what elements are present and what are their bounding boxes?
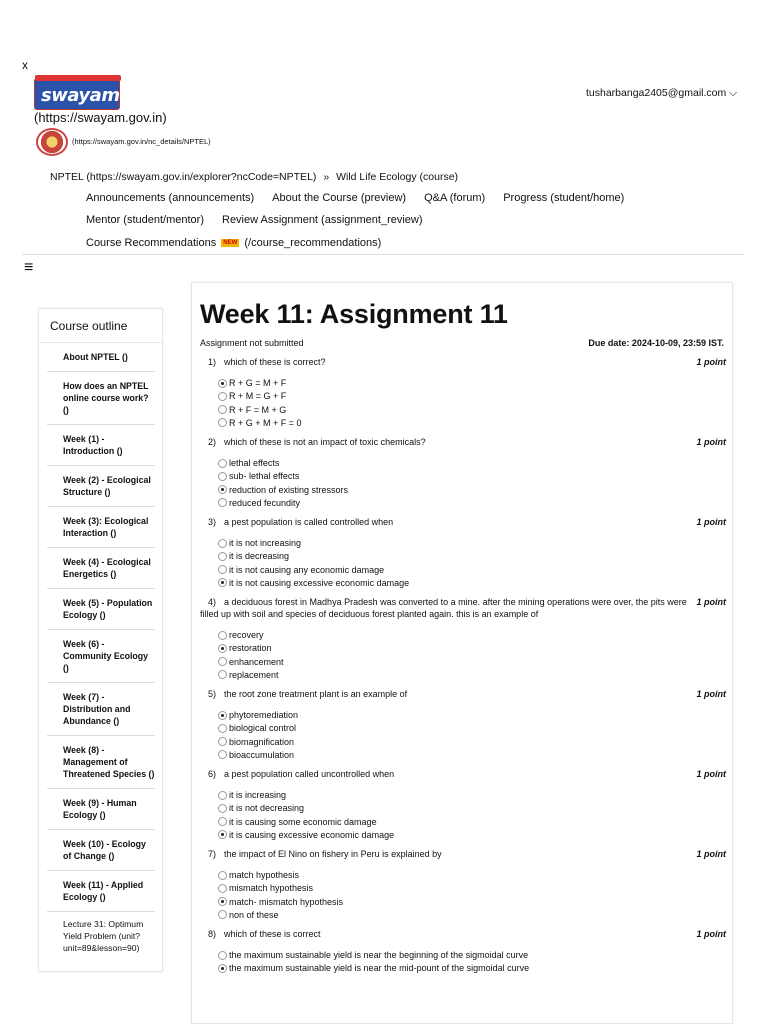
logo-strip	[35, 75, 121, 81]
answer-option-label: lethal effects	[229, 458, 280, 468]
answer-option-label: R + M = G + F	[229, 391, 287, 402]
question	[200, 928, 726, 974]
sidebar-item[interactable]: Week (9) - Human Ecology ()	[47, 789, 155, 830]
answer-option-label: restoration	[229, 643, 272, 654]
answer-option-label: the maximum sustainable yield is near the beginning of the sigmoidal curve	[229, 950, 529, 960]
question-header	[200, 688, 726, 700]
radio-selected-icon[interactable]	[218, 964, 227, 973]
nptel-logo[interactable]	[36, 128, 68, 156]
options-list	[200, 457, 726, 509]
swayam-link[interactable]: (https://swayam.gov.in)	[34, 110, 167, 125]
question-number: 7)	[208, 849, 217, 859]
answer-option-label: it is not increasing	[229, 538, 302, 548]
radio-icon[interactable]	[218, 910, 227, 919]
new-badge: NEW	[223, 240, 238, 247]
answer-option-label: it is not causing excessive economic damage	[229, 577, 410, 588]
answer-option[interactable]	[200, 882, 726, 894]
question-header	[200, 848, 726, 860]
answer-option-label: it is causing excessive economic damage	[229, 829, 395, 840]
question-number: 5)	[208, 689, 217, 699]
sidebar-item[interactable]: About NPTEL ()	[47, 343, 155, 372]
nav-qa[interactable]: Q&A (forum)	[424, 192, 486, 204]
nav-course-recommendations[interactable]	[86, 237, 381, 249]
answer-option[interactable]	[200, 577, 726, 589]
nav-about-course[interactable]: About the Course (preview)	[272, 192, 407, 204]
question-points: 1 point	[696, 517, 726, 527]
page-title: Week 11: Assignment 11	[200, 299, 508, 329]
question-header	[200, 356, 726, 368]
due-date: Due date: 2024-10-09, 23:59 IST.	[588, 338, 724, 348]
question	[200, 768, 726, 841]
options-list	[200, 377, 726, 429]
answer-option-label: biological control	[229, 723, 297, 734]
question-number: 2)	[208, 437, 217, 447]
answer-option-label: biomagnification	[229, 736, 295, 747]
answer-option-label: bioaccumulation	[229, 749, 295, 760]
radio-selected-icon[interactable]	[218, 711, 227, 720]
assignment-panel	[191, 282, 733, 1024]
question-text: which of these is correct?	[224, 357, 326, 367]
answer-option-label: reduced fecundity	[229, 497, 301, 508]
answer-option-label: phytoremediation	[229, 710, 299, 720]
radio-icon[interactable]	[218, 498, 227, 507]
answer-option[interactable]	[200, 656, 726, 668]
answer-option[interactable]	[200, 457, 726, 469]
question-points: 1 point	[696, 689, 726, 699]
sidebar-item[interactable]: Week (1) - Introduction ()	[47, 425, 155, 466]
answer-option[interactable]	[200, 829, 726, 841]
radio-icon[interactable]	[218, 724, 227, 733]
radio-selected-icon[interactable]	[218, 830, 227, 839]
radio-selected-icon[interactable]	[218, 485, 227, 494]
radio-icon[interactable]	[218, 657, 227, 666]
header-divider	[22, 254, 744, 255]
nav-course-recommendations-path: (/course_recommendations)	[244, 237, 382, 249]
options-list	[200, 869, 726, 921]
question-text: which of these is not an impact of toxic chemicals?	[224, 437, 426, 447]
sidebar-item[interactable]: Week (5) - Population Ecology ()	[47, 589, 155, 630]
radio-icon[interactable]	[218, 539, 227, 548]
answer-option[interactable]	[200, 377, 726, 389]
question	[200, 688, 726, 761]
radio-selected-icon[interactable]	[218, 897, 227, 906]
answer-option[interactable]	[200, 816, 726, 828]
question	[200, 516, 726, 589]
answer-option-label: it is increasing	[229, 790, 287, 800]
user-menu[interactable]: tusharbanga2405@gmail.com ⌵	[586, 87, 738, 99]
question	[200, 596, 726, 681]
radio-selected-icon[interactable]	[218, 644, 227, 653]
radio-icon[interactable]	[218, 871, 227, 880]
answer-option[interactable]	[200, 896, 726, 908]
question-text: a deciduous forest in Madhya Pradesh was converted to a mine. after the mining operations were over, the pits were filled up with soil and species of deciduous forest planted again. this is an example of	[200, 597, 687, 619]
question-points: 1 point	[696, 769, 726, 779]
breadcrumb	[50, 171, 462, 183]
answer-option-label: match hypothesis	[229, 870, 300, 880]
answer-option[interactable]	[200, 550, 726, 562]
answer-option[interactable]	[200, 709, 726, 721]
nav-progress[interactable]: Progress (student/home)	[503, 192, 625, 204]
answer-option[interactable]	[200, 789, 726, 801]
radio-selected-icon[interactable]	[218, 578, 227, 587]
radio-icon[interactable]	[218, 552, 227, 561]
answer-option-label: R + G = M + F	[229, 378, 287, 388]
course-outline	[38, 308, 163, 972]
sidebar-item[interactable]: Week (10) - Ecology of Change ()	[47, 830, 155, 871]
answer-option[interactable]	[200, 962, 726, 974]
radio-icon[interactable]	[218, 737, 227, 746]
answer-option-label: it is not decreasing	[229, 803, 305, 814]
question-number: 3)	[208, 517, 217, 527]
question-header	[200, 928, 726, 940]
close-button[interactable]: x	[22, 58, 28, 72]
nav-announcements[interactable]: Announcements (announcements)	[86, 192, 255, 204]
sidebar-item[interactable]: Week (6) - Community Ecology ()	[47, 630, 155, 683]
answer-option-label: the maximum sustainable yield is near the mid-pount of the sigmoidal curve	[229, 963, 530, 974]
submission-status: Assignment not submitted	[200, 338, 304, 348]
nav-mentor[interactable]: Mentor (student/mentor)	[86, 214, 204, 226]
answer-option-label: recovery	[229, 630, 264, 640]
course-outline-title: Course outline	[39, 309, 162, 343]
question-header	[200, 768, 726, 780]
answer-option[interactable]	[200, 802, 726, 814]
sidebar-sub-item[interactable]: Lecture 31: Optimum Yield Problem (unit?unit=89&lesson=90)	[63, 919, 144, 953]
question-text: a pest population is called controlled when	[224, 517, 394, 527]
radio-icon[interactable]	[218, 817, 227, 826]
radio-icon[interactable]	[218, 459, 227, 468]
answer-option[interactable]	[200, 537, 726, 549]
answer-option[interactable]	[200, 497, 726, 509]
answer-option[interactable]	[200, 669, 726, 681]
question-points: 1 point	[696, 849, 726, 859]
question-number: 8)	[208, 929, 217, 939]
question-text: a pest population called uncontrolled when	[224, 769, 395, 779]
sidebar-item[interactable]: Week (3): Ecological Interaction ()	[47, 507, 155, 548]
sidebar-item[interactable]: Week (4) - Ecological Energetics ()	[47, 548, 155, 589]
answer-option-label: R + F = M + G	[229, 404, 287, 415]
radio-icon[interactable]	[218, 791, 227, 800]
radio-icon[interactable]	[218, 631, 227, 640]
sidebar-item[interactable]: Week (8) - Management of Threatened Species ()	[47, 736, 155, 789]
nav-row-1	[86, 192, 624, 204]
answer-option[interactable]	[200, 484, 726, 496]
answer-option-label: it is causing some economic damage	[229, 816, 377, 827]
answer-option-label: match- mismatch hypothesis	[229, 896, 344, 907]
breadcrumb-nptel[interactable]: NPTEL (https://swayam.gov.in/explorer?ncCode=NPTEL)	[50, 171, 317, 183]
breadcrumb-separator: »	[323, 171, 330, 183]
question-number: 1)	[208, 357, 217, 367]
nptel-link[interactable]: (https://swayam.gov.in/nc_details/NPTEL)	[72, 137, 211, 146]
answer-option-label: it is not causing any economic damage	[229, 564, 385, 575]
answer-option[interactable]	[200, 736, 726, 748]
question	[200, 436, 726, 509]
answer-option[interactable]	[200, 749, 726, 761]
options-list	[200, 709, 726, 761]
question-points: 1 point	[696, 929, 726, 939]
radio-icon[interactable]	[218, 884, 227, 893]
sidebar-item[interactable]: Week (7) - Distribution and Abundance ()	[47, 683, 155, 736]
answer-option-label: enhancement	[229, 656, 284, 667]
answer-option[interactable]	[200, 722, 726, 734]
question-header	[200, 596, 726, 620]
question-points: 1 point	[693, 596, 727, 608]
answer-option[interactable]	[200, 417, 726, 429]
sidebar-item[interactable]: Week (11) - Applied Ecology ()	[47, 871, 155, 912]
nav-row-2	[86, 214, 423, 226]
radio-icon[interactable]	[218, 670, 227, 679]
question	[200, 848, 726, 921]
radio-icon[interactable]	[218, 392, 227, 401]
question-number: 4)	[208, 597, 217, 607]
breadcrumb-course[interactable]: Wild Life Ecology (course)	[336, 171, 459, 183]
answer-option-label: sub- lethal effects	[229, 471, 300, 482]
options-list	[200, 789, 726, 841]
nav-course-recommendations-label: Course Recommendations	[86, 237, 217, 249]
answer-option-label: replacement	[229, 669, 279, 680]
menu-icon[interactable]: ≡	[24, 259, 34, 276]
radio-icon[interactable]	[218, 951, 227, 960]
sidebar-item[interactable]: How does an NPTEL online course work? ()	[47, 372, 155, 425]
question-points: 1 point	[696, 357, 726, 367]
swayam-logo-text: swayam	[41, 85, 120, 106]
radio-icon[interactable]	[218, 750, 227, 759]
radio-icon[interactable]	[218, 472, 227, 481]
options-list	[200, 629, 726, 681]
radio-icon[interactable]	[218, 804, 227, 813]
answer-option-label: it is decreasing	[229, 551, 290, 562]
swayam-logo[interactable]	[34, 78, 120, 110]
nav-row-3	[86, 237, 381, 249]
answer-option[interactable]	[200, 949, 726, 961]
sidebar-item[interactable]: Week (2) - Ecological Structure ()	[47, 466, 155, 507]
answer-option-label: reduction of existing stressors	[229, 484, 349, 495]
answer-option[interactable]	[200, 470, 726, 482]
question-number: 6)	[208, 769, 217, 779]
answer-option[interactable]	[200, 909, 726, 921]
options-list	[200, 537, 726, 589]
radio-selected-icon[interactable]	[218, 379, 227, 388]
question	[200, 356, 726, 429]
question-header	[200, 436, 726, 448]
radio-icon[interactable]	[218, 565, 227, 574]
nav-review-assignment[interactable]: Review Assignment (assignment_review)	[222, 214, 423, 226]
answer-option-label: non of these	[229, 909, 279, 920]
question-text: the impact of El Nino on fishery in Peru is explained by	[224, 849, 442, 859]
answer-option[interactable]	[200, 629, 726, 641]
answer-option[interactable]	[200, 642, 726, 654]
question-text: which of these is correct	[224, 929, 321, 939]
answer-option-label: R + G + M + F = 0	[229, 417, 302, 428]
question-points: 1 point	[696, 437, 726, 447]
radio-icon[interactable]	[218, 405, 227, 414]
options-list	[200, 949, 726, 974]
answer-option[interactable]	[200, 390, 726, 402]
answer-option-label: mismatch hypothesis	[229, 883, 314, 894]
radio-icon[interactable]	[218, 418, 227, 427]
question-header	[200, 516, 726, 528]
answer-option[interactable]	[200, 404, 726, 416]
answer-option[interactable]	[200, 869, 726, 881]
answer-option[interactable]	[200, 564, 726, 576]
question-text: the root zone treatment plant is an example of	[224, 689, 408, 699]
